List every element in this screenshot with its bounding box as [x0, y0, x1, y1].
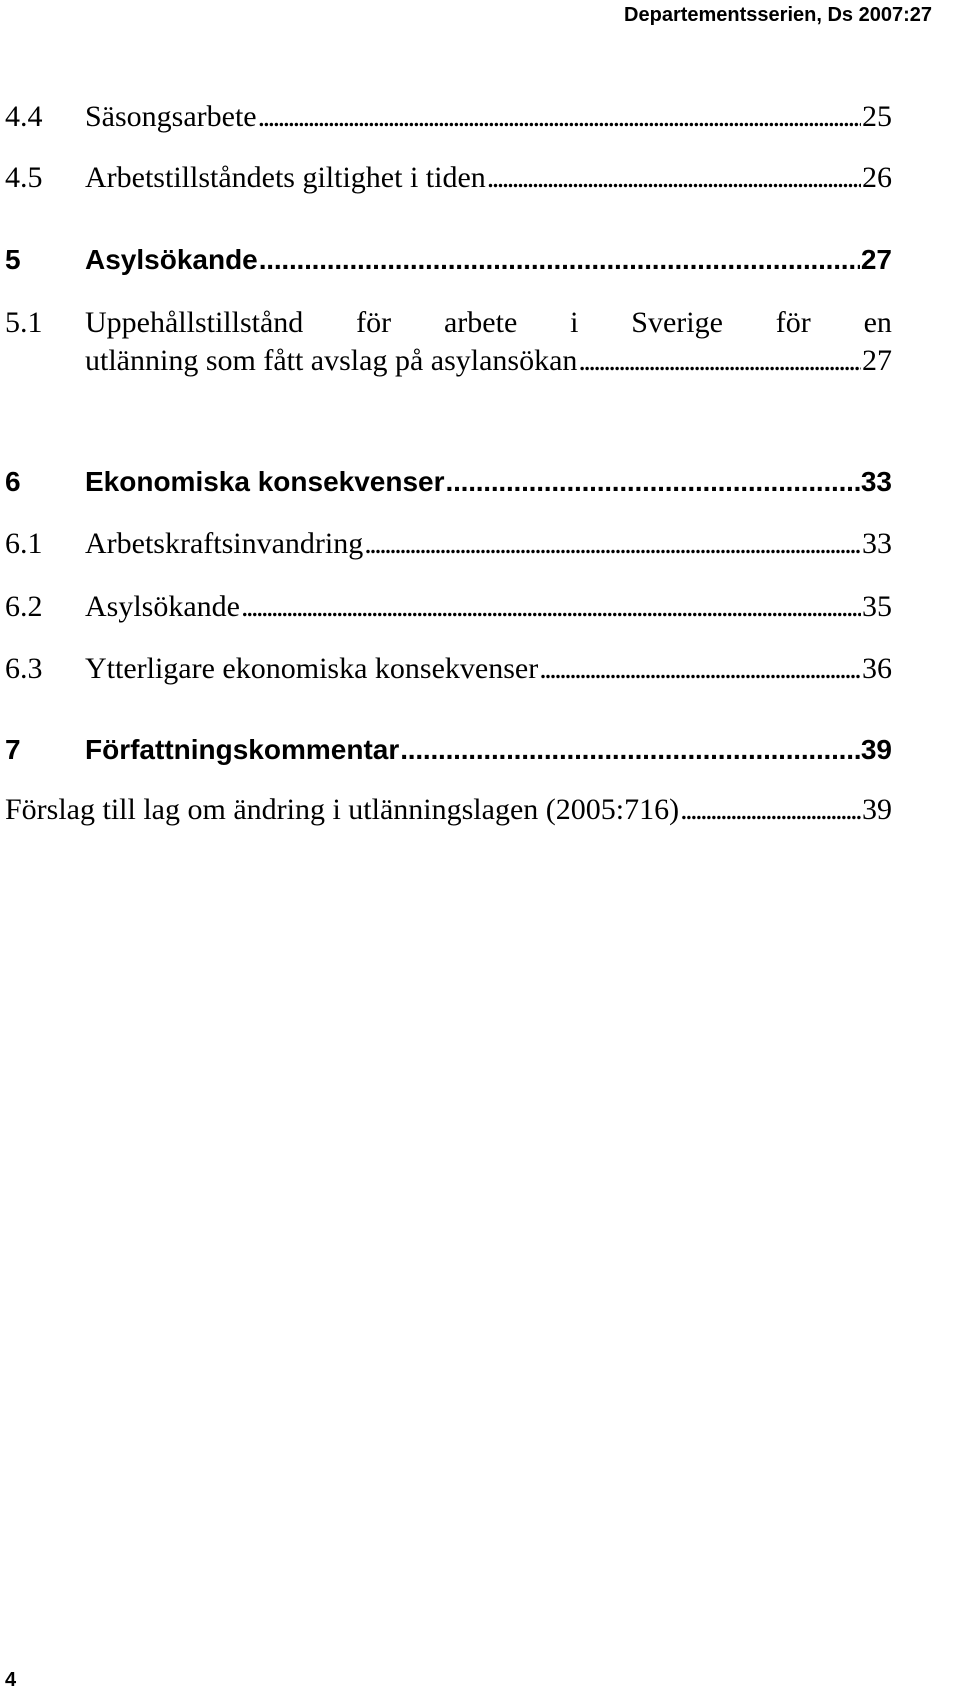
- toc-page: 27: [862, 344, 892, 377]
- dot-leader: [446, 466, 860, 498]
- toc-page: 26: [862, 161, 892, 194]
- toc-page: 35: [862, 590, 892, 623]
- toc-number: 6.3: [5, 652, 43, 685]
- toc-title: Säsongsarbete: [85, 100, 257, 133]
- toc-entry-6-3[interactable]: [5, 652, 892, 686]
- toc-entry-6[interactable]: [5, 466, 892, 498]
- toc-entry-4-4[interactable]: [5, 100, 892, 134]
- toc-page: 39: [862, 793, 892, 826]
- dot-leader: [259, 244, 860, 276]
- toc-title-word: för: [356, 306, 392, 339]
- toc-title-line1: [85, 306, 892, 340]
- dot-leader: [364, 527, 861, 561]
- toc-entry-4-5[interactable]: [5, 161, 892, 195]
- toc-entry-6-2[interactable]: [5, 590, 892, 624]
- toc-page: 36: [862, 652, 892, 685]
- toc-entry-6-1[interactable]: [5, 527, 892, 561]
- toc-entry-5[interactable]: [5, 244, 892, 276]
- toc-title: Arbetstillståndets giltighet i tiden: [85, 161, 486, 194]
- toc-title: Arbetskraftsinvandring: [85, 527, 364, 560]
- toc-entry-7[interactable]: [5, 734, 892, 766]
- toc-title: Asylsökande: [85, 590, 240, 623]
- toc-number: 7: [5, 734, 21, 765]
- toc-title-word: Sverige: [631, 306, 723, 339]
- toc-title: Ytterligare ekonomiska konsekvenser: [85, 652, 539, 685]
- toc-number: 5.1: [5, 306, 43, 339]
- dot-leader: [241, 590, 861, 624]
- toc-title-word: en: [863, 306, 892, 339]
- dot-leader: [400, 734, 860, 766]
- toc-number: 6.1: [5, 527, 43, 560]
- toc-title: Författningskommentar: [85, 734, 400, 765]
- toc-number: 5: [5, 244, 21, 275]
- toc-page: 33: [862, 527, 892, 560]
- page-number: 4: [5, 1669, 17, 1691]
- dot-leader: [258, 100, 861, 134]
- dot-leader: [539, 652, 861, 686]
- toc-number: 4.5: [5, 161, 43, 194]
- toc-title: Förslag till lag om ändring i utlänningslagen (2005:716): [5, 793, 680, 826]
- toc-title: Ekonomiska konsekvenser: [85, 466, 445, 497]
- toc-entry-law-proposal[interactable]: [5, 793, 892, 827]
- toc-number: 4.4: [5, 100, 43, 133]
- toc-title: Asylsökande: [85, 244, 258, 275]
- toc-page: 33: [860, 466, 892, 497]
- toc-title-line2: utlänning som fått avslag på asylansökan: [85, 344, 578, 377]
- toc-page: 25: [862, 100, 892, 133]
- toc-number: 6.2: [5, 590, 43, 623]
- toc-title-word: arbete: [443, 306, 518, 339]
- toc-entry-5-1[interactable]: [5, 306, 892, 378]
- running-header: Departementsserien, Ds 2007:27: [624, 4, 932, 26]
- dot-leader: [578, 344, 861, 378]
- toc-page: 39: [860, 734, 892, 765]
- toc-title-word: för: [775, 306, 811, 339]
- dot-leader: [487, 161, 861, 195]
- toc-title-word: i: [570, 306, 579, 339]
- toc-page: 27: [860, 244, 892, 275]
- dot-leader: [680, 793, 861, 827]
- toc-number: 6: [5, 466, 21, 497]
- toc-title-word: Uppehållstillstånd: [85, 306, 304, 339]
